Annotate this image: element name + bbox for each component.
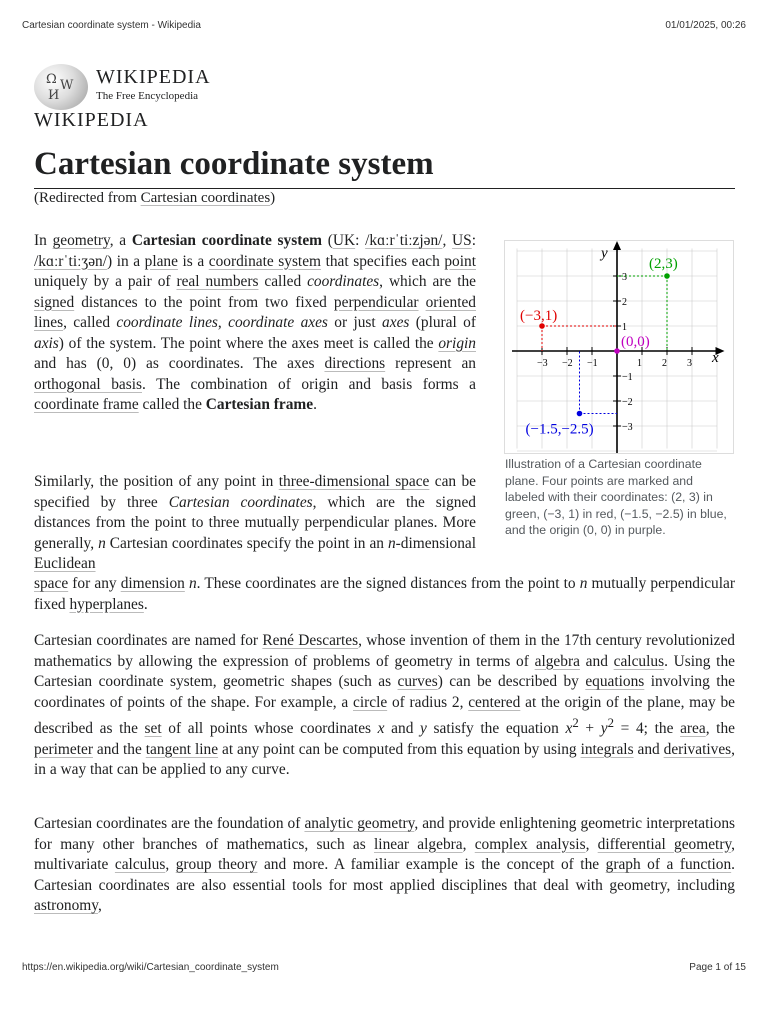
link-euclidean-space-2[interactable]: space [34,575,69,592]
link-differential-geometry[interactable]: differential geometry [597,835,732,853]
link-three-dimensional-space[interactable]: three-dimensional space [278,473,430,490]
link-calculus-2[interactable]: calculus [114,856,166,873]
x-tick-label: −1 [587,358,598,369]
print-header-datetime: 01/01/2025, 00:26 [665,20,746,31]
wikipedia-wordmark-secondary[interactable]: WIKIPEDIA [34,109,149,131]
history-paragraph: Cartesian coordinates are named for René Descartes, whose invention of them in the 17th century revolutionized mathematics by allowing the expression of problems of geometry in terms of algebra and calculus. Using the Cartesian coordinate system, geometric shapes (such as curves) can be described by equations involving the coordinates of points of the shape. For example, a circle of radius 2, centered at the origin of the plane, may be described as the set of all points whose coordinates x and y satisfy the equation $x^2 + y^2 = 4$; the area, the perimeter and the tangent line at any point can be computed from this equation by using integrals and derivatives, in a way that can be applied to any curve. [34,632,736,779]
link-real-numbers[interactable]: real numbers [176,273,259,290]
second-paragraph: Similarly, the position of any point in three-dimensional space can be specified by three Cartesian coordinates, which are the signed distances from the point to three mutually perpendicular planes. More generally, n Cartesian coordinates specify the point in an n-dimensional Euclidean [34,473,476,572]
data-point [539,323,545,329]
point-label: (0,0) [621,334,650,350]
link-origin[interactable]: origin [438,334,476,352]
link-tangent-line[interactable]: tangent line [145,740,219,758]
link-dimension[interactable]: dimension [120,575,185,592]
print-footer-url: https://en.wikipedia.org/wiki/Cartesian_coordinate_system [22,962,279,973]
link-rene-descartes[interactable]: René Descartes [262,632,359,649]
x-tick-label: 3 [687,358,692,369]
link-orthogonal-basis[interactable]: orthogonal basis [34,375,142,393]
y-tick-label: −1 [622,372,633,383]
link-us[interactable]: US [452,232,472,249]
link-coordinate-frame[interactable]: coordinate frame [34,396,139,413]
link-circle[interactable]: circle [353,693,388,711]
y-tick-label: 1 [622,322,627,333]
link-complex-analysis[interactable]: complex analysis [474,835,586,853]
coordinate-plane-figure [504,240,734,454]
link-oriented-lines[interactable]: oriented lines [34,293,477,331]
print-footer-page: Page 1 of 15 [689,962,746,973]
x-axis-label: x [712,350,719,366]
x-tick-label: 1 [637,358,642,369]
redirect-link[interactable]: Cartesian coordinates [140,190,271,206]
link-integrals[interactable]: integrals [580,740,634,758]
ipa-uk[interactable]: /kɑːrˈtiːzjən/ [365,232,443,249]
link-geometry[interactable]: geometry [52,232,110,249]
intro-paragraph: In geometry, a Cartesian coordinate system (UK: /kɑːrˈtiːzjən/, US: /kɑːrˈtiːʒən/) in a plane is a coordinate system that specifies each point uniquely by a pair of real numbers called coordinates, which are the signed distances to the point from two fixed perpendicular oriented lines, called coordinate lines, coordinate axes or just axes (plural of axis) of the system. The point where the axes meet is called the origin and has (0, 0) as coordinates. The axes directions represent an orthogonal basis. The combination of origin and basis forms a coordinate frame called the Cartesian frame. [34,232,477,413]
y-tick-label: 3 [622,272,627,283]
title-rule [34,188,735,189]
y-tick-label: 2 [622,297,627,308]
link-equations[interactable]: equations [585,673,645,690]
applications-paragraph: Cartesian coordinates are the foundation of analytic geometry, and provide enlightening geometric interpretations for many other branches of mathematics, such as linear algebra, complex analysis, differential geometry, multivariate calculus, group theory and more. A familiar example is the concept of the graph of a function. Cartesian coordinates are also essential tools for most applied disciplines that deal with geometry, including astronomy, [34,815,736,914]
point-label: (−1.5,−2.5) [525,421,594,438]
page-title: Cartesian coordinate system [34,146,434,182]
link-analytic-geometry[interactable]: analytic geometry [304,815,415,832]
link-area[interactable]: area [680,720,706,738]
y-tick-label: −2 [622,397,633,408]
link-euclidean-space[interactable]: Euclidean [34,555,96,572]
link-point[interactable]: point [444,252,476,270]
x-tick-label: 2 [662,358,667,369]
link-directions[interactable]: directions [324,355,386,372]
point-label: (2,3) [649,256,678,272]
x-tick-label: −2 [562,358,573,369]
link-uk[interactable]: UK [332,232,356,249]
y-tick-label: −3 [622,422,633,433]
ipa-us[interactable]: /kɑːrˈtiːʒən/ [34,252,108,270]
link-plane[interactable]: plane [144,252,178,270]
link-algebra[interactable]: algebra [534,652,580,670]
data-point [614,348,620,354]
data-point [577,411,583,417]
link-coordinate-system[interactable]: coordinate system [208,252,322,270]
link-group-theory[interactable]: group theory [175,856,258,873]
link-astronomy[interactable]: astronomy [34,897,98,914]
redirect-note: (Redirected from Cartesian coordinates) [34,190,276,206]
link-set[interactable]: set [144,720,162,738]
link-signed[interactable]: signed [34,293,75,311]
link-curves[interactable]: curves [397,673,438,690]
print-header-title: Cartesian coordinate system - Wikipedia [22,20,201,31]
wikipedia-tagline: The Free Encyclopedia [96,90,199,102]
y-axis-arrow [613,241,621,250]
link-calculus[interactable]: calculus [613,652,665,670]
link-graph-of-a-function[interactable]: graph of a function [605,856,732,873]
link-centered[interactable]: centered [468,693,521,711]
point-label: (−3,1) [520,308,558,324]
link-perimeter[interactable]: perimeter [34,740,93,758]
link-derivatives[interactable]: derivatives [663,740,732,758]
y-axis-label: y [601,245,608,262]
figure-caption: Illustration of a Cartesian coordinate plane. Four points are marked and labeled with their coordinates: (2, 3) in green, (−3, 1) in red, (−1.5, −2.5) in blue, and the origin (0, 0) in purple. [505,457,727,537]
wikipedia-globe-logo[interactable]: Ω W И [34,64,88,110]
link-perpendicular[interactable]: perpendicular [333,293,419,311]
link-linear-algebra[interactable]: linear algebra [374,835,463,853]
link-hyperplanes[interactable]: hyperplanes [69,595,144,613]
data-point [664,273,670,279]
second-paragraph-cont: space for any dimension n. These coordinates are the signed distances from the point to n mutually perpendicular fixed hyperplanes. [34,575,735,613]
x-tick-label: −3 [537,358,548,369]
wikipedia-wordmark[interactable]: WIKIPEDIA [96,66,211,88]
